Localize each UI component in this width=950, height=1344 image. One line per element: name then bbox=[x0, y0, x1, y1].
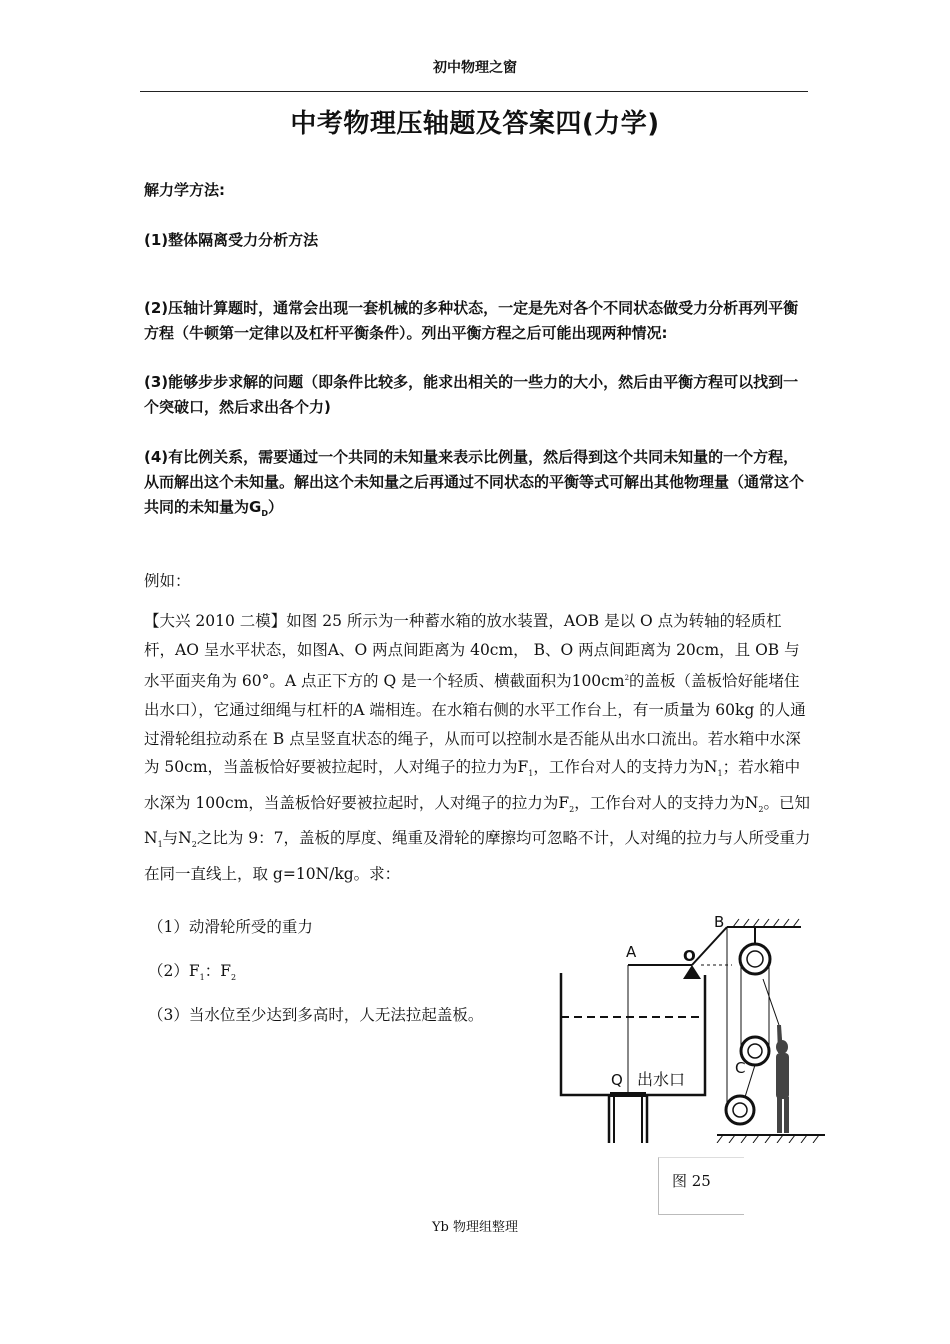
var-N1: N bbox=[703, 758, 718, 777]
question-2-colon: ： bbox=[204, 962, 221, 980]
var-N2: N bbox=[744, 793, 759, 812]
example-label: 例如： bbox=[144, 572, 191, 590]
method-item-2: (2)压轴计算题时，通常会出现一套机械的多种状态，一定是先对各个不同状态做受力分析再列平衡方程（牛顿第一定律以及杠杆平衡条件）。列出平衡方程之后可能出现两种情况: bbox=[144, 299, 799, 342]
var-N1b: N bbox=[144, 829, 158, 848]
example-text-1: 【大兴 2010 二模】如图 25 所示为一种蓄水箱的放水装置，AOB 是以 O 点为转轴的轻质杠杆，AO 呈水平状态，如图A、O 两点间距离为 40cm， B、O 两点间距离为 20cm，且 OB 与水平面夹角为 60°。A 点正下方的 Q 是一个轻质、横截面积为100cm bbox=[144, 612, 800, 691]
question-2 bbox=[148, 959, 236, 982]
method-item-1: (1)整体隔离受力分析方法 bbox=[144, 231, 319, 249]
header-divider bbox=[140, 91, 808, 92]
footer-text: Yb 物理组整理 bbox=[431, 1220, 519, 1235]
cover-plate-Q bbox=[610, 1092, 646, 1097]
label-Q: Q bbox=[611, 1071, 623, 1089]
sub-N1b: 1 bbox=[157, 840, 163, 850]
label-C: C bbox=[735, 1059, 746, 1077]
method-item-4-var: G bbox=[249, 498, 262, 516]
sub-F1: 1 bbox=[528, 769, 534, 779]
question-2-F1: F bbox=[188, 962, 200, 980]
example-text-7: 与 bbox=[162, 829, 179, 848]
question-2-sub1: 1 bbox=[199, 973, 205, 982]
question-2-F2: F bbox=[220, 962, 232, 980]
page-title: 中考物理压轴题及答案四(力学) bbox=[290, 109, 660, 139]
example-text-8: 之比为 9：7，盖板的厚度、绳重及滑轮的摩擦均可忽略不计，人对绳的拉力与人所受重力在同一直线上，取 g=10N/kg。求： bbox=[144, 829, 811, 883]
example-text-4: ；若水箱中水深为 100cm，当盖板恰好要被拉起时，人对绳子的拉力为 bbox=[144, 758, 801, 812]
example-text-3: ，工作台对人的支持力为 bbox=[533, 758, 704, 777]
sub-N1: 1 bbox=[717, 769, 723, 779]
var-N2b: N bbox=[178, 829, 192, 848]
method-item-4-text: (4)有比例关系，需要通过一个共同的未知量来表示比例量，然后得到这个共同未知量的一个方程，从而解出这个未知量。解出这个未知量之后再通过不同状态的平衡等式可解出其他物理量（通常这个共同的未知量为 bbox=[144, 448, 805, 516]
method-item-3: (3)能够步步求解的问题（即条件比较多，能求出相关的一些力的大小，然后由平衡方程可以找到一个突破口，然后求出各个力) bbox=[144, 373, 799, 416]
example-text-2: 的盖板（盖板恰好能堵住出水口），它通过细绳与杠杆的A 端相连。在水箱右侧的水平工作台上，有一质量为 60kg 的人通过滑轮组拉动系在 B 点呈竖直状态的绳子，从而可以控制水是否能从出水口流出。若水箱中水深为 50cm，当盖板恰好要被拉起时，人对绳子的拉力为 bbox=[144, 672, 806, 777]
methods-heading: 解力学方法: bbox=[144, 181, 225, 199]
sub-N2: 2 bbox=[758, 804, 764, 814]
question-2-prefix: （2） bbox=[148, 962, 189, 980]
example-paragraph bbox=[144, 607, 812, 889]
example-sup: 2 bbox=[624, 674, 630, 683]
sub-N2b: 2 bbox=[191, 840, 197, 850]
example-text-6: 。已知 bbox=[763, 793, 810, 812]
label-B: B bbox=[714, 913, 725, 931]
label-A: A bbox=[626, 943, 637, 961]
header-site-name: 初中物理之窗 bbox=[433, 60, 517, 76]
label-O: O bbox=[683, 947, 696, 965]
var-F1: F bbox=[517, 758, 529, 777]
example-text-5: ，工作台对人的支持力为 bbox=[574, 793, 745, 812]
figure-25-diagram bbox=[557, 913, 829, 1143]
label-outlet: 出水口 bbox=[637, 1070, 686, 1089]
method-item-4-end: ） bbox=[267, 498, 283, 516]
question-3: （3）当水位至少达到多高时，人无法拉起盖板。 bbox=[148, 1006, 484, 1024]
figure-caption: 图 25 bbox=[658, 1157, 744, 1215]
question-2-sub2: 2 bbox=[231, 973, 237, 982]
method-item-4-sub: D bbox=[261, 509, 268, 518]
method-item-4 bbox=[144, 445, 812, 526]
var-F2: F bbox=[558, 793, 570, 812]
question-1: （1）动滑轮所受的重力 bbox=[148, 918, 313, 936]
sub-F2: 2 bbox=[569, 804, 575, 814]
